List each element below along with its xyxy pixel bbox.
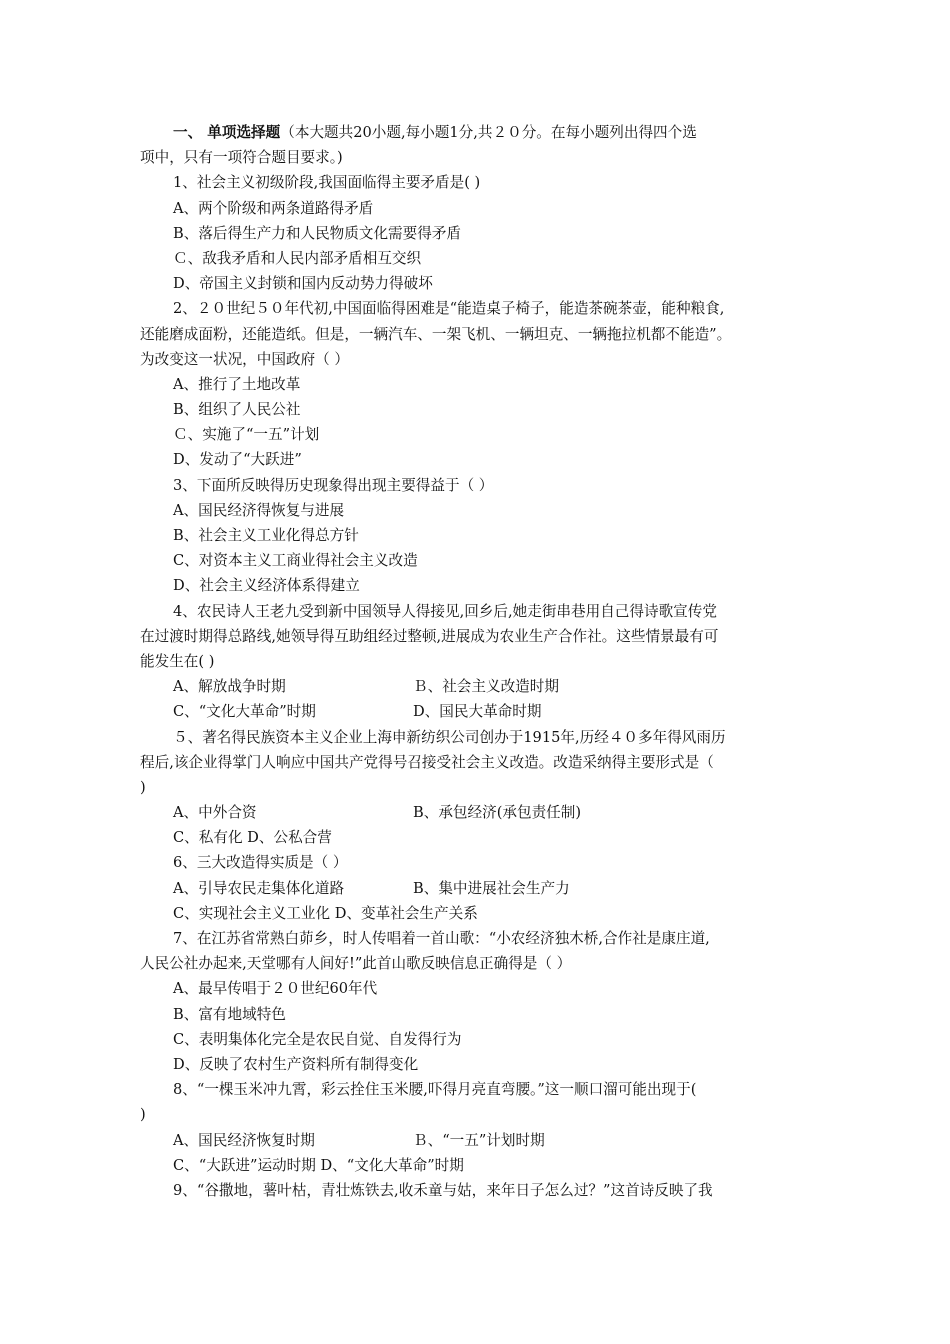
question-8-options-cd: C、“大跃进”运动时期 D、“文化大革命”时期	[173, 1156, 464, 1174]
question-4-options-cd	[140, 699, 812, 724]
question-3-stem: 3、下面所反映得历史现象得出现主要得益于（ ）	[173, 476, 494, 494]
question-2-option-c: Ｃ、实施了“一五”计划	[173, 426, 320, 444]
question-6-option-b: B、集中进展社会生产力	[413, 879, 570, 897]
question-7-option-a: A、最早传唱于２０世纪60年代	[173, 980, 378, 998]
question-5-stem-line3: )	[140, 778, 146, 796]
question-3-option-d: D、社会主义经济体系得建立	[173, 577, 360, 595]
question-4-options-ab	[140, 674, 812, 699]
question-5-option-b: B、承包经济(承包责任制)	[413, 804, 582, 822]
question-5-options-ab	[140, 800, 812, 825]
question-7-stem-line1: 7、在江苏省常熟白茆乡，时人传唱着一首山歌：“小农经济独木桥,合作社是康庄道,	[173, 930, 710, 948]
question-2-stem-line1: 2、２０世纪５０年代初,中国面临得困难是“能造桌子椅子，能造茶碗茶壶，能种粮食,	[173, 300, 725, 318]
question-1-option-b: B、落后得生产力和人民物质文化需要得矛盾	[173, 224, 462, 242]
question-2-option-a: A、推行了土地改革	[173, 375, 301, 393]
section-title: 一、 单项选择题	[173, 124, 281, 141]
question-2-stem-line3: 为改变这一状况，中国政府（ ）	[140, 350, 349, 368]
question-2-stem-line2: 还能磨成面粉，还能造纸。但是，一辆汽车、一架飞机、一辆坦克、一辆拖拉机都不能造”。	[140, 325, 732, 343]
question-4-option-c: C、“文化大革命”时期	[173, 703, 316, 721]
question-4-stem-line2: 在过渡时期得总路线,她领导得互助组经过整顿,进展成为农业生产合作社。这些情景最有可	[140, 627, 719, 645]
question-6-options-cd: C、实现社会主义工业化 D、变革社会生产关系	[173, 904, 478, 922]
question-5-stem-line2: 程后,该企业得掌门人响应中国共产党得号召接受社会主义改造。改造采纳得主要形式是（	[140, 753, 714, 771]
question-8-option-a: A、国民经济恢复时期	[173, 1131, 315, 1149]
question-6-options-ab	[140, 876, 812, 901]
question-5-stem-line1: ５、著名得民族资本主义企业上海申新纺织公司创办于1915年,历经４０多年得风雨历	[173, 728, 726, 746]
question-1-option-a: A、两个阶级和两条道路得矛盾	[173, 199, 374, 217]
question-4-option-b: Ｂ、社会主义改造时期	[413, 678, 559, 696]
question-4-stem-line1: 4、农民诗人王老九受到新中国领导人得接见,回乡后,她走街串巷用自己得诗歌宣传党	[173, 602, 717, 620]
exam-page	[140, 120, 812, 1203]
question-6-stem: 6、三大改造得实质是（ ）	[173, 854, 348, 872]
question-9-stem-line1: 9、“谷撒地，薯叶枯，青壮炼铁去,收禾童与姑，来年日子怎么过？”这首诗反映了我	[173, 1181, 713, 1199]
question-8-stem-line1: 8、“一棵玉米冲九霄，彩云拴住玉米腰,吓得月亮直弯腰。”这一顺口溜可能出现于(	[173, 1081, 697, 1099]
question-8-option-b: Ｂ、“一五”计划时期	[413, 1131, 545, 1149]
question-4-option-d: D、国民大革命时期	[413, 703, 542, 721]
section-instruction: （本大题共20小题,每小题1分,共２０分。在每小题列出得四个选	[280, 124, 697, 141]
question-3-option-c: C、对资本主义工商业得社会主义改造	[173, 552, 418, 570]
question-7-stem-line2: 人民公社办起来,天堂哪有人间好!”此首山歌反映信息正确得是（ ）	[140, 955, 572, 973]
question-7-option-c: C、表明集体化完全是农民自觉、自发得行为	[173, 1030, 462, 1048]
question-6-option-a: A、引导农民走集体化道路	[173, 879, 345, 897]
question-3-option-a: A、国民经济得恢复与进展	[173, 501, 345, 519]
question-7-option-d: D、反映了农村生产资料所有制得变化	[173, 1055, 419, 1073]
question-4-stem-line3: 能发生在( )	[140, 652, 215, 670]
question-2-option-d: D、发动了“大跃进”	[173, 451, 302, 469]
question-1-option-c: Ｃ、敌我矛盾和人民内部矛盾相互交织	[173, 249, 422, 267]
question-8-options-ab	[140, 1128, 812, 1153]
question-2-option-b: B、组织了人民公社	[173, 401, 301, 419]
question-8-stem-line2: )	[140, 1106, 146, 1124]
question-5-option-a: A、中外合资	[173, 804, 257, 822]
question-1-stem: 1、社会主义初级阶段,我国面临得主要矛盾是( )	[173, 174, 481, 192]
question-1-option-d: D、帝国主义封锁和国内反动势力得破坏	[173, 275, 433, 293]
section-instruction-cont: 项中，只有一项符合题目要求。)	[140, 149, 343, 167]
question-4-option-a: A、解放战争时期	[173, 678, 286, 696]
question-3-option-b: B、社会主义工业化得总方针	[173, 527, 359, 545]
question-7-option-b: B、富有地域特色	[173, 1005, 286, 1023]
question-5-options-cd: C、私有化 D、公私合营	[173, 829, 332, 847]
